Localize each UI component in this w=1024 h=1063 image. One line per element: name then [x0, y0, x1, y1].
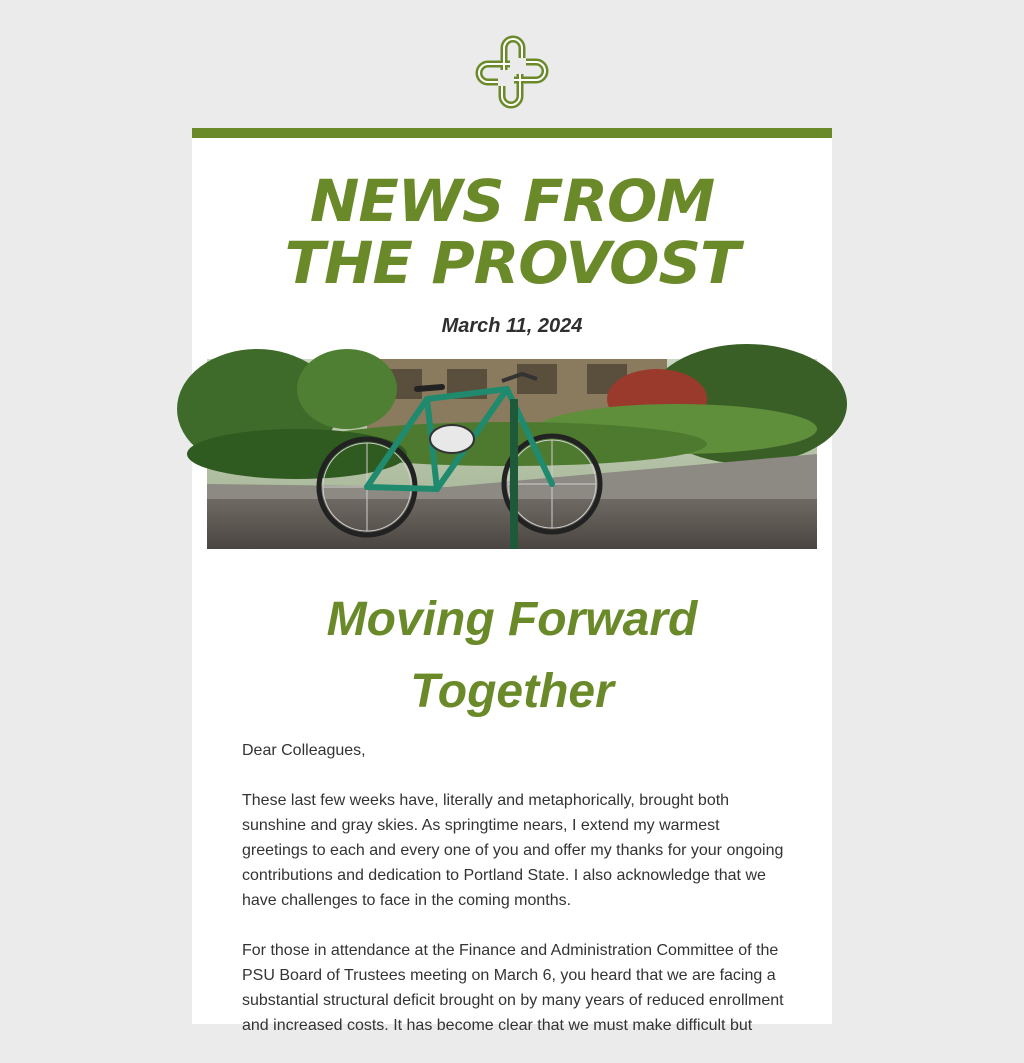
- accent-bar: [192, 128, 832, 138]
- newsletter-card: [192, 128, 832, 1034]
- paragraph-2: For those in attendance at the Finance and Administration Committee of the PSU Board of Trustees meeting on March 6, you heard that we are facing a substantial structural deficit brought on by many years of reduced enrollment and increased costs. It has become clear that we must make difficult but: [242, 942, 784, 1034]
- greeting: Dear Colleagues,: [242, 742, 366, 759]
- bicycle-photo-icon: [207, 359, 817, 549]
- psu-logo-icon[interactable]: [474, 34, 550, 110]
- newsletter-headline: [186, 167, 839, 297]
- title-line-1: Moving Forward: [326, 593, 698, 646]
- paragraph-1: These last few weeks have, literally and metaphorically, brought both sunshine and gray skies. As springtime nears, I extend my warmest greetings to each and every one of you and offer my thanks for your ongoing contributions and dedication to Portland State. I also acknowledge that we have challenges to face in the coming months.: [242, 792, 784, 909]
- article-body: [242, 738, 787, 1063]
- newsletter-date: March 11, 2024: [441, 315, 583, 337]
- title-line-2: Together: [410, 665, 614, 718]
- headline-line-1: NEWS FROM: [309, 167, 715, 235]
- headline-line-2: THE PROVOST: [284, 229, 740, 297]
- article-title: [192, 584, 832, 728]
- hero-image[interactable]: [207, 359, 817, 549]
